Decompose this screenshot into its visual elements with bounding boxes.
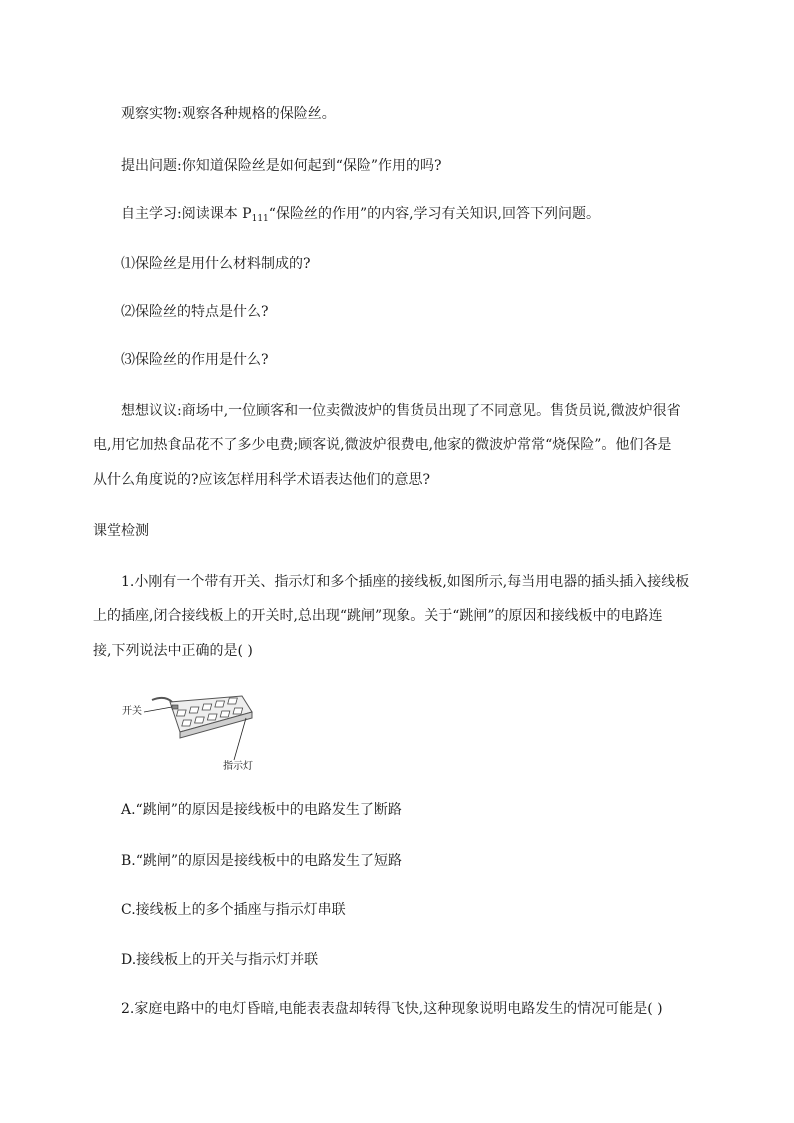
question-paragraph: 提出问题:你知道保险丝是如何起到“保险”作用的吗?: [121, 158, 442, 174]
self-study-paragraph: [121, 204, 600, 229]
section-title: 课堂检测: [93, 523, 149, 539]
option-d: D.接线板上的开关与指示灯并联: [121, 952, 319, 968]
discuss-line-1: 想想议议:商场中,一位顾客和一位卖微波炉的售货员出现了不同意见。售货员说,微波炉很省: [121, 403, 681, 419]
power-strip-figure: [122, 688, 262, 780]
problem-1-line-1: 1.小刚有一个带有开关、指示灯和多个插座的接线板,如图所示,每当用电器的插头插入接线板: [121, 574, 690, 590]
sub-question-3: ⑶保险丝的作用是什么?: [121, 352, 269, 368]
problem-1-line-3: 接,下列说法中正确的是( ): [93, 643, 253, 659]
observe-paragraph: 观察实物:观察各种规格的保险丝。: [121, 106, 336, 122]
page-number-subscript: 111: [251, 214, 269, 224]
self-study-suffix: “保险丝的作用”的内容,学习有关知识,回答下列问题。: [268, 206, 600, 222]
discuss-line-3: 从什么角度说的?应该怎样用科学术语表达他们的意思?: [93, 472, 431, 488]
sub-question-1: ⑴保险丝是用什么材料制成的?: [121, 256, 311, 272]
problem-1-line-2: 上的插座,闭合接线板上的开关时,总出现“跳闸”现象。关于“跳闸”的原因和接线板中的电路连: [93, 608, 663, 624]
option-a: A.“跳闸”的原因是接线板中的电路发生了断路: [121, 802, 402, 818]
figure-label-indicator: 指示灯: [223, 761, 253, 772]
option-b: B.“跳闸”的原因是接线板中的电路发生了短路: [121, 853, 403, 869]
option-c: C.接线板上的多个插座与指示灯串联: [121, 902, 346, 918]
discuss-line-2: 电,用它加热食品花不了多少电费;顾客说,微波炉很费电,他家的微波炉常常“烧保险”。他们各是: [93, 437, 672, 453]
problem-2: 2.家庭电路中的电灯昏暗,电能表表盘却转得飞快,这种现象说明电路发生的情况可能是( ): [121, 1001, 663, 1017]
sub-question-2: ⑵保险丝的特点是什么?: [121, 304, 269, 320]
figure-label-switch: 开关: [122, 706, 142, 717]
self-study-prefix: 自主学习:阅读课本 P: [121, 206, 252, 222]
